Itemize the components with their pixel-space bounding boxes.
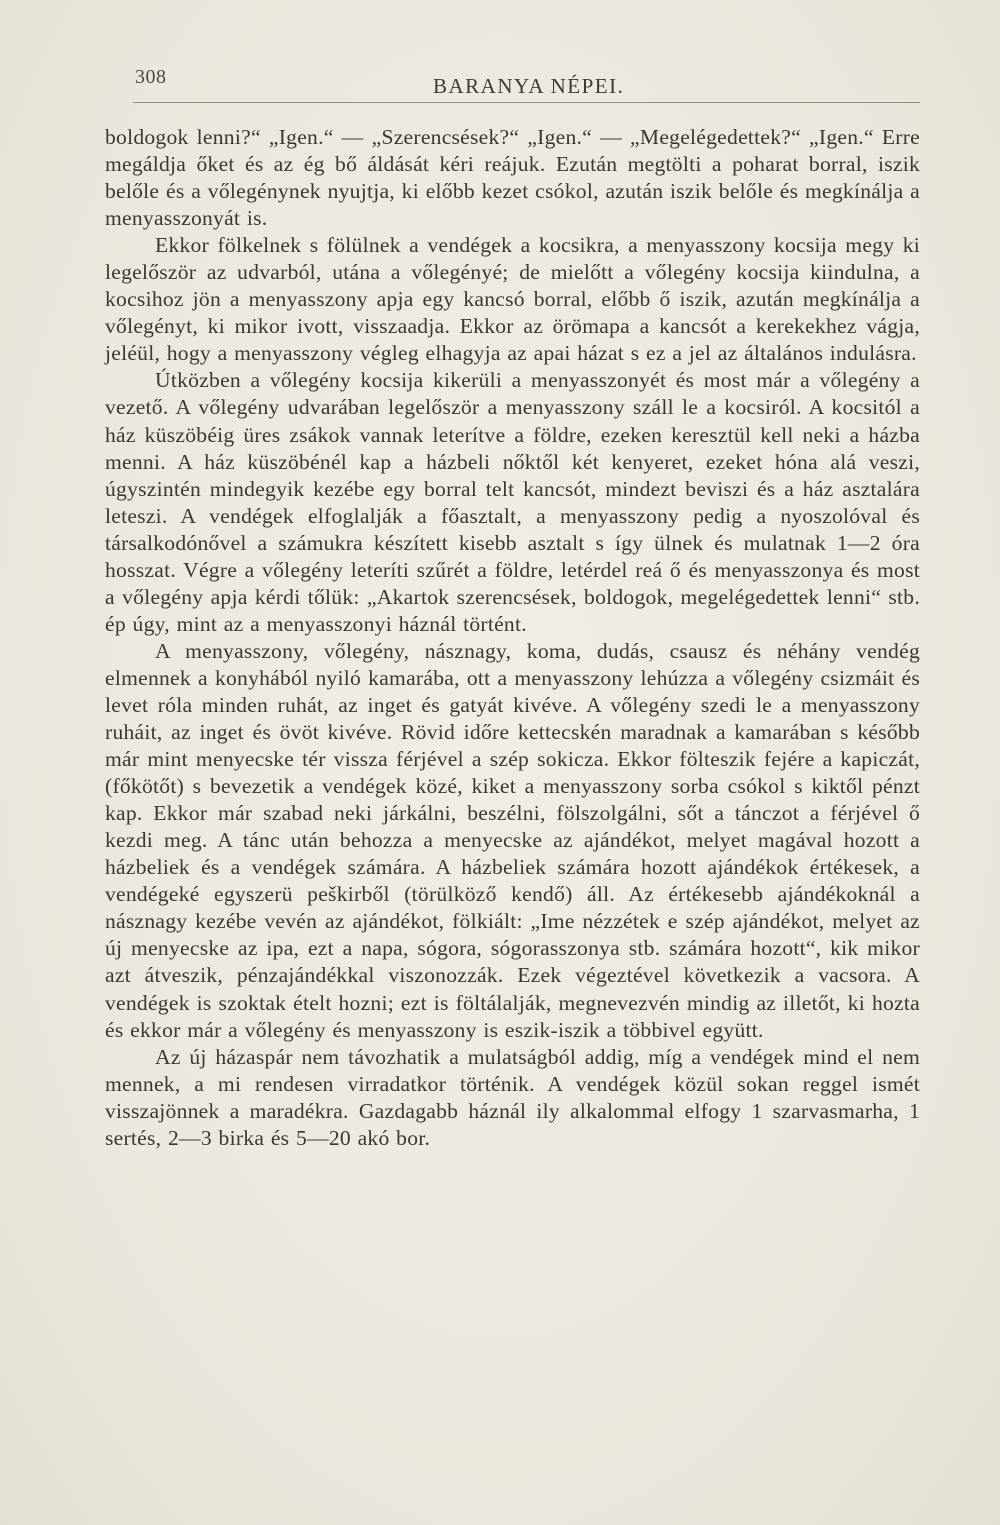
body-text [105, 124, 920, 1152]
paragraph-3: Útközben a vőlegény kocsija kikerüli a menyasszonyét és most már a vőlegény a vezető. A vőlegény udvarában legelőször a menyasszony száll le a kocsiról. A kocsitól a ház küszöbéig üres zsákok vannak leterítve a földre, ezeken keresztül kell neki a házba menni. A ház küszöbénél kap a házbeli nőktől két kenyeret, ezeket hóna alá veszi, úgyszintén mindegyik kezébe egy borral telt kancsót, mindezt beviszi és a ház asztalára leteszi. A vendégek elfoglalják a főasztalt, a menyasszony pedig a nyoszolóval és társalkodónővel a számukra készített kisebb asztalt s így ülnek és mulatnak 1—2 óra hosszat. Végre a vőlegény leteríti szűrét a földre, letérdel reá ő és menyasszonya és most a vőlegény apja kérdi tőlük: „Akartok szerencsések, boldogok, megelégedettek lenni“ stb. ép úgy, mint az a menyasszonyi háznál történt. [105, 368, 920, 636]
paragraph-2: Ekkor fölkelnek s fölülnek a vendégek a kocsikra, a menyasszony kocsija megy ki legelőször az udvarból, utána a vőlegényé; de mielőtt a vőlegény kocsija kiindulna, a kocsihoz jön a menyasszony apja egy kancsó borral, előbb ő iszik, azután megkínálja a vőlegényt, ki mikor ivott, visszaadja. Ekkor az örömapa a kancsót a kerekekhez vágja, jeléül, hogy a menyasszony végleg elhagyja az apai házat s ez a jel az általános indulásra. [105, 233, 920, 366]
page-number: 308 [135, 66, 167, 88]
paragraph-4: A menyasszony, vőlegény, násznagy, koma, dudás, csausz és néhány vendég elmennek a konyhából nyiló kamarába, ott a menyasszony lehúzza a vőlegény csizmáit és levet róla minden ruhát, az inget és gatyát kivéve. A vőlegény szedi le a menyasszony ruháit, az inget és övöt kivéve. Rövid időre kettecskén maradnak a kamarában s később már mint menyecske tér vissza férjével a szép sokicza. Ekkor fölteszik fejére a kapiczát, (főkötőt) s bevezetik a vendégek közé, kiket a menyasszony sorba csókol s kiktől pénzt kap. Ekkor már szabad neki járkálni, beszélni, fölszolgálni, sőt a tánczot a férjével ő kezdi meg. A tánc után behozza a menyecske az ajándékot, melyet magával hozott a házbeliek és a vendégek számára. A házbeliek számára hozott ajándékok értékesek, a vendégeké egyszerü peškirből (törülköző kendő) áll. Az értékesebb ajándékoknál a násznagy kezébe vevén az ajándékot, fölkiált: „Ime nézzétek e szép ajándékot, melyet az új menyecske az ipa, ezt a napa, sógora, sógorasszonya stb. számára hozott“, kik mikor azt átveszik, pénzajándékkal viszonozzák. Ezek végeztével következik a vacsora. A vendégek is szoktak ételt hozni; ezt is föltálalják, megnevezvén mindig az illetőt, ki hozta és ekkor már a vőlegény és menyasszony is eszik-iszik a többivel együtt. [105, 638, 920, 1042]
running-title: BARANYA NÉPEI. [433, 74, 625, 98]
paragraph-5: Az új házaspár nem távozhatik a mulatságból addig, míg a vendégek mind el nem mennek, a mi rendesen virradatkor történik. A vendégek közül sokan reggel ismét visszajönnek a maradékra. Gazdagabb háznál ily alkalommal elfogy 1 szarvasmarha, 1 sertés, 2—3 birka és 5—20 akó bor. [105, 1044, 920, 1150]
page-header [133, 66, 920, 108]
header-rule [133, 102, 920, 103]
paragraph-1: boldogok lenni?“ „Igen.“ — „Szerencsések?“ „Igen.“ — „Megelégedettek?“ „Igen.“ Erre megáldja őket és az ég bő áldását kéri reájuk. Ezután megtölti a poharat borral, iszik belőle és a vőlegénynek nyujtja, ki előbb kezet csókol, azután iszik belőle és megkínálja a menyasszonyát is. [105, 125, 920, 231]
